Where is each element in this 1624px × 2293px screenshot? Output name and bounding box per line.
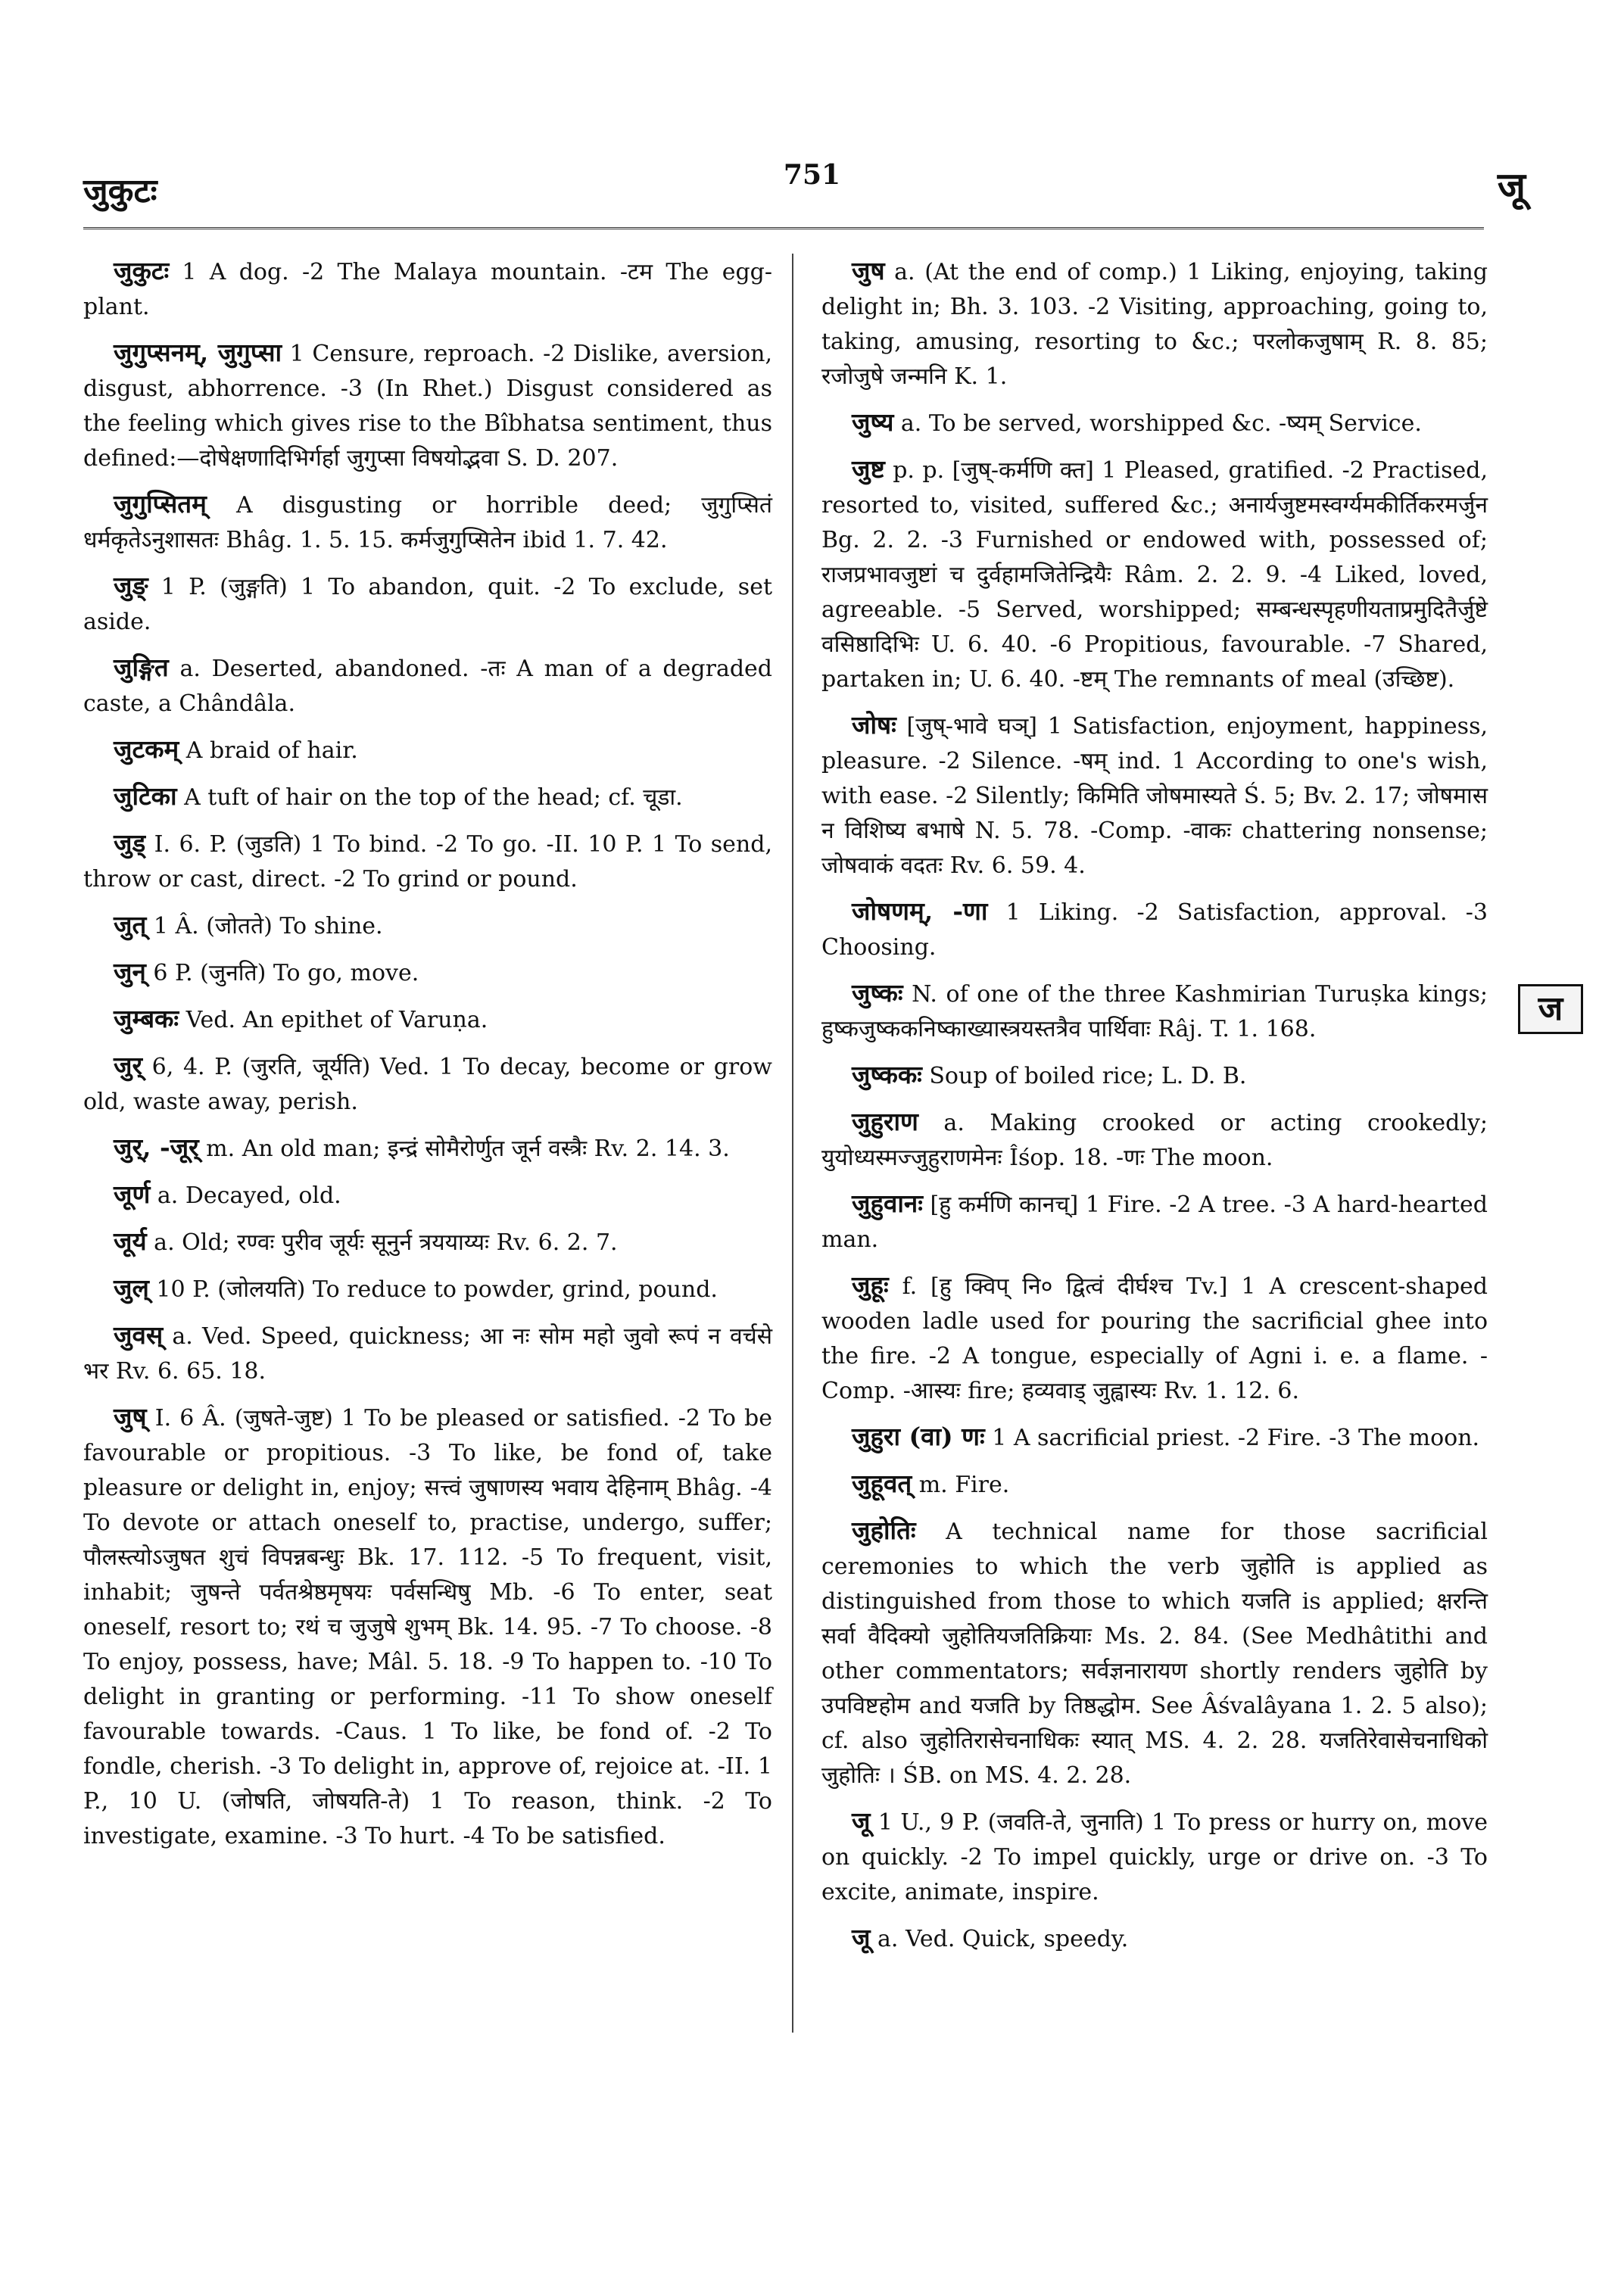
headword: जू	[852, 1923, 871, 1952]
dictionary-entry	[83, 569, 772, 640]
headword: जुगुप्सनम्, जुगुप्सा	[114, 338, 282, 367]
definition-text: a. Old; रण्वः पुरीव जूर्यः सूनुर्न त्रययाय्यः Rv. 6. 2. 7.	[146, 1229, 618, 1256]
right-guide-word: जू	[1497, 164, 1526, 208]
definition-text: f. [हु क्विप् नि० द्वित्वं दीर्घश्च Tv.] 1 A crescent-shaped wooden ladle used for pouring the sacrificial ghee into the fire. -2 A tongue, especially of Agni i. e. a flame. -Comp. -आस्यः fire; हव्यवाड् जुह्वास्यः Rv. 1. 12. 6.	[821, 1273, 1488, 1404]
left-guide-word: जुकुटः	[83, 172, 157, 210]
dictionary-entry	[83, 254, 772, 325]
definition-text: 1 Â. (जोतते) To shine.	[146, 913, 383, 939]
definition-text: a. Ved. Speed, quickness; आ नः सोम महो जुवो रूपं न वर्चसे भर Rv. 6. 65. 18.	[83, 1323, 772, 1385]
definition-text: a. Deserted, abandoned. -तः A man of a degraded caste, a Chândâla.	[83, 656, 772, 717]
definition-text: 1 Liking. -2 Satisfaction, approval. -3 Choosing.	[821, 899, 1488, 961]
definition-text: 1 P. (जुङ्गति) 1 To abandon, quit. -2 To exclude, set aside.	[83, 574, 772, 635]
headword: जुकुटः	[114, 256, 170, 285]
definition-text: 6, 4. P. (जुरति, जूर्यति) Ved. 1 To decay, become or grow old, waste away, perish.	[83, 1054, 772, 1115]
dictionary-entry	[821, 1104, 1488, 1176]
definition-text: A braid of hair.	[179, 737, 358, 764]
dictionary-entry	[83, 955, 772, 991]
dictionary-entry	[83, 1130, 772, 1167]
dictionary-entry	[83, 732, 772, 768]
headword: जुष	[852, 256, 885, 285]
headword: जुष्ट	[852, 454, 885, 484]
headword: जुत्	[114, 910, 147, 939]
definition-text: 1 A sacrificial priest. -2 Fire. -3 The moon.	[984, 1425, 1480, 1451]
dictionary-entry	[83, 1318, 772, 1389]
dictionary-entry	[821, 405, 1488, 441]
dictionary-entry	[83, 1400, 772, 1854]
dictionary-entry	[83, 487, 772, 558]
definition-text: Soup of boiled rice; L. D. B.	[921, 1063, 1247, 1089]
right-column	[821, 254, 1488, 1967]
headword: जू	[852, 1806, 871, 1836]
headword: जुहुराण	[852, 1107, 918, 1136]
header-rule	[83, 227, 1484, 229]
thumb-index-tab: ज	[1518, 984, 1583, 1034]
dictionary-entry	[83, 779, 772, 815]
headword: जुड्	[114, 828, 146, 858]
headword: जुम्बकः	[114, 1004, 179, 1033]
definition-text: 1 Censure, reproach. -2 Dislike, aversion, disgust, abhorrence. -3 (In Rhet.) Disgust considered as the feeling which gives rise to the Bîbhatsa sentiment, thus defined:—दोषेक्षणादिभिर्गर्हा जुगुप्सा विषयोद्भवा S. D. 207.	[83, 341, 772, 472]
headword: जुहुरा (वा) णः	[852, 1422, 985, 1451]
dictionary-entry	[821, 1804, 1488, 1910]
headword: जुटकम्	[114, 734, 179, 764]
headword: जुहूवत्	[852, 1469, 912, 1498]
headword: जुल्	[114, 1273, 149, 1303]
headword: जुङ्	[114, 571, 148, 600]
definition-text: N. of one of the three Kashmirian Turuṣka kings; हुष्कजुष्ककनिष्काख्यास्त्रयस्तत्रैव पार्थिवाः Râj. T. 1. 168.	[821, 981, 1488, 1042]
definition-text: a. Ved. Quick, speedy.	[870, 1926, 1129, 1952]
definition-text: m. An old man; इन्द्रं सोमैरोर्णुत जूर्न वस्त्रैः Rv. 2. 14. 3.	[198, 1136, 730, 1162]
definition-text: [जुष्-भावे घञ्] 1 Satisfaction, enjoyment, happiness, pleasure. -2 Silence. -षम् ind. 1 According to one's wish, with ease. -2 Silently; किमिति जोषमास्यते Ś. 5; Bv. 2. 17; जोषमास न विशिष्य बभाषे N. 5. 78. -Comp. -वाकः chattering nonsense; जोषवाकं वदतः Rv. 6. 59. 4.	[821, 713, 1488, 879]
headword: जुर्	[114, 1051, 142, 1080]
definition-text: 1 U., 9 P. (जवति-ते, जुनाति) 1 To press or hurry on, move on quickly. -2 To impel quickly, urge or drive on. -3 To excite, animate, inspire.	[821, 1809, 1488, 1905]
headword: जुटिका	[114, 781, 177, 811]
dictionary-entry	[821, 1921, 1488, 1957]
definition-text: a. To be served, worshipped &c. -ष्यम् Service.	[893, 410, 1422, 437]
definition-text: 1 A dog. -2 The Malaya mountain. -टम The egg-plant.	[83, 259, 772, 320]
dictionary-entry	[821, 894, 1488, 965]
headword: जूर्य	[114, 1226, 147, 1256]
dictionary-entry	[821, 1058, 1488, 1094]
definition-text: [हु कर्मणि कानच्] 1 Fire. -2 A tree. -3 A hard-hearted man.	[821, 1192, 1488, 1253]
left-column	[83, 254, 772, 1865]
headword: जुन्	[114, 957, 146, 986]
definition-text: Ved. An epithet of Varuṇa.	[179, 1007, 488, 1033]
definition-text: A technical name for those sacrificial ceremonies to which the verb जुहोति is applied as distinguished from those to which यजति is applied; क्षरन्ति सर्वा वैदिक्यो जुहोतियजतिक्रियाः Ms. 2. 84. (See Medhâtithi and other commentators; सर्वज्ञनारायण shortly renders जुहोति by उपविष्टहोम and यजति by तिष्ठद्धोम. See Âśvalâyana 1. 2. 5 also); cf. also जुहोतिरासेचनाधिकः स्यात् MS. 4. 2. 28. यजतिरेवासेचनाधिको जुहोतिः । ŚB. on MS. 4. 2. 28.	[821, 1519, 1488, 1789]
definition-text: a. Decayed, old.	[150, 1182, 341, 1209]
dictionary-entry	[821, 1466, 1488, 1503]
headword: जुहूः	[852, 1270, 889, 1300]
dictionary-entry	[83, 335, 772, 476]
dictionary-entry	[821, 1268, 1488, 1409]
page-number: 751	[783, 159, 841, 191]
dictionary-entry	[821, 452, 1488, 697]
headword: जुहुवानः	[852, 1189, 923, 1218]
dictionary-entry	[83, 1048, 772, 1120]
dictionary-entry	[83, 1177, 772, 1213]
definition-text: a. Making crooked or acting crookedly; युयोध्यस्मज्जुहुराणमेनः Îśop. 18. -णः The moon.	[821, 1110, 1488, 1171]
definition-text: p. p. [जुष्-कर्मणि क्त] 1 Pleased, gratified. -2 Practised, resorted to, visited, suffered &c.; अनार्यजुष्टमस्वर्ग्यमकीर्तिकरमर्जुन Bg. 2. 2. -3 Furnished or endowed with, possessed of; राजप्रभावजुष्टां च दुर्वहामजितेन्द्रियैः Râm. 2. 2. 9. -4 Liked, loved, agreeable. -5 Served, worshipped; सम्बन्धस्पृहणीयताप्रमुदितैर्जुष्टे वसिष्ठादिभिः U. 6. 40. -6 Propitious, favourable. -7 Shared, partaken in; U. 6. 40. -ष्टम् The remnants of meal (उच्छिष्ट).	[821, 457, 1488, 693]
page-header	[83, 144, 1541, 220]
definition-text: a. (At the end of comp.) 1 Liking, enjoying, taking delight in; Bh. 3. 103. -2 Visiting, approaching, going to, taking, amusing, resorting to &c.; परलोकजुषाम् R. 8. 85; रजोजुषे जन्मनि K. 1.	[821, 259, 1488, 390]
headword: जुवस्	[114, 1320, 164, 1350]
dictionary-entry	[83, 650, 772, 721]
dictionary-entry	[821, 254, 1488, 394]
headword: जोषः	[852, 710, 896, 740]
definition-text: m. Fire.	[912, 1472, 1010, 1498]
dictionary-entry	[821, 1419, 1488, 1456]
headword: जोषणम्, -णा	[852, 896, 988, 926]
dictionary-entry	[821, 976, 1488, 1047]
dictionary-entry	[83, 826, 772, 897]
headword: जुष्य	[852, 407, 894, 437]
dictionary-entry	[821, 1186, 1488, 1257]
headword: जुगुप्सितम्	[114, 489, 207, 519]
definition-text: I. 6 Â. (जुषते-जुष्ट) 1 To be pleased or satisfied. -2 To be favourable or propitious. -3 To like, be fond of, take pleasure or delight in, enjoy; सत्त्वं जुषाणस्य भवाय देहिनाम् Bhâg. -4 To devote or attach oneself to, practise, undergo, suffer; पौलस्त्योऽजुषत शुचं विपन्नबन्धुः Bk. 17. 112. -5 To frequent, visit, inhabit; जुषन्ते पर्वतश्रेष्ठमृषयः पर्वसन्धिषु Mb. -6 To enter, seat oneself, resort to; रथं च जुजुषे शुभम् Bk. 14. 95. -7 To choose. -8 To enjoy, possess, have; Mâl. 5. 18. -9 To happen to. -10 To delight in granting or performing. -11 To show oneself favourable towards. -Caus. 1 To like, be fond of. -2 To fondle, cherish. -3 To delight in, approve of, rejoice at. -II. 1 P., 10 U. (जोषति, जोषयति-ते) 1 To reason, think. -2 To investigate, examine. -3 To hurt. -4 To be satisfied.	[83, 1405, 772, 1849]
dictionary-entry	[83, 1002, 772, 1038]
headword: जुष्	[114, 1402, 147, 1432]
dictionary-entry	[83, 1224, 772, 1260]
dictionary-entry	[83, 908, 772, 944]
dictionary-entry	[821, 1513, 1488, 1793]
definition-text: A tuft of hair on the top of the head; cf. चूडा.	[176, 784, 683, 811]
headword: जुङ्गित	[114, 653, 169, 682]
headword: जुर्, -जूर्	[114, 1132, 199, 1162]
headword: जुष्कः	[852, 978, 903, 1008]
headword: जुष्ककः	[852, 1060, 922, 1089]
definition-text: 10 P. (जोलयति) To reduce to powder, grind, pound.	[148, 1276, 718, 1303]
definition-text: A disgusting or horrible deed; जुगुप्सितं धर्मकृतेऽनुशासतः Bhâg. 1. 5. 15. कर्मजुगुप्सितेन ibid 1. 7. 42.	[83, 492, 772, 553]
column-divider	[792, 254, 793, 2033]
definition-text: 6 P. (जुनति) To go, move.	[145, 960, 419, 986]
dictionary-entry	[83, 1271, 772, 1307]
headword: जूर्ण	[114, 1179, 151, 1209]
definition-text: I. 6. P. (जुडति) 1 To bind. -2 To go. -II. 10 P. 1 To send, throw or cast, direct. -2 To grind or pound.	[83, 831, 772, 893]
headword: जुहोतिः	[852, 1516, 916, 1545]
dictionary-entry	[821, 708, 1488, 883]
